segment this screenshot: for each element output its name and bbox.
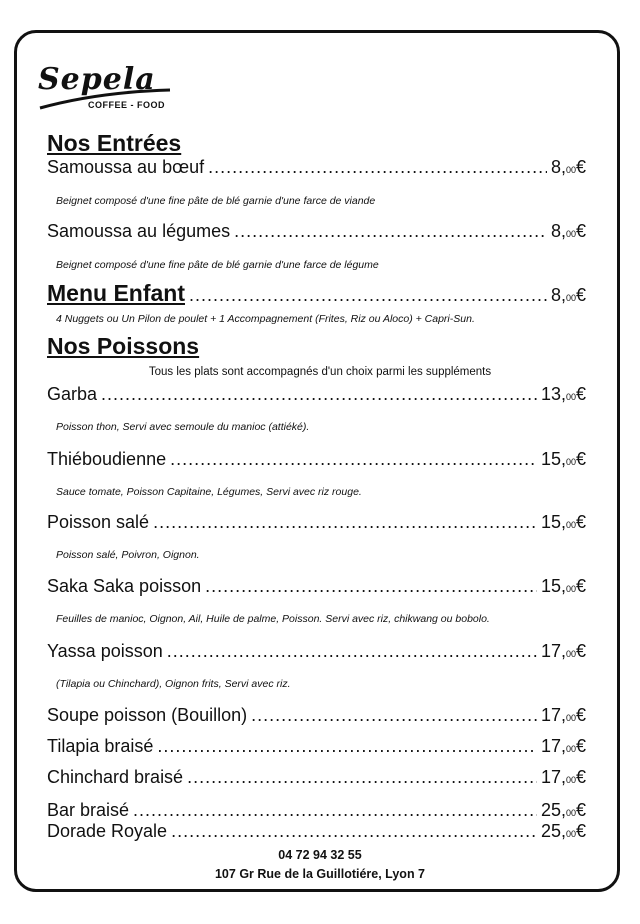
item-description: Feuilles de manioc, Oignon, Ail, Huile de palme, Poisson. Servi avec riz, chikwang ou bobolo. — [56, 613, 490, 625]
menu-item-thieboudienne: Thiéboudienne ..... 15,00€ — [47, 449, 586, 470]
menu-item-dorade: Dorade Royale ..... 25,00€ — [47, 821, 586, 842]
item-description: 4 Nuggets ou Un Pilon de poulet + 1 Accompagnement (Frites, Riz ou Aloco) + Capri-Sun. — [56, 313, 475, 325]
item-description: Poisson thon, Servi avec semoule du manioc (attiéké). — [56, 421, 310, 433]
menu-item-poisson-sale: Poisson salé ..... 15,00€ — [47, 512, 586, 533]
footer-phone: 04 72 94 32 55 — [278, 848, 362, 862]
section-title-poissons: Nos Poissons — [47, 333, 200, 359]
menu-item-garba: Garba ..... 13,00€ — [47, 384, 586, 405]
brand-logo — [38, 62, 178, 122]
menu-item-bar: Bar braisé ..... 25,00€ — [47, 800, 586, 821]
menu-item-chinchard: Chinchard braisé ..... 17,00€ — [47, 767, 586, 788]
section-note: Tous les plats sont accompagnés d'un choix parmi les suppléments — [148, 366, 492, 378]
item-description: (Tilapia ou Chinchard), Oignon frits, Servi avec riz. — [56, 678, 291, 690]
item-description: Beignet composé d'une fine pâte de blé garnie d'une farce de légume — [56, 259, 379, 271]
brand-name: Sepela — [38, 62, 156, 97]
item-description: Beignet composé d'une fine pâte de blé garnie d'une farce de viande — [56, 195, 376, 207]
menu-item-samoussa-boeuf: Samoussa au bœuf ..... 8,00€ — [47, 157, 586, 178]
footer-address: 107 Gr Rue de la Guillotiére, Lyon 7 — [214, 867, 426, 881]
menu-item-tilapia: Tilapia braisé ..... 17,00€ — [47, 736, 586, 757]
menu-item-soupe: Soupe poisson (Bouillon) ..... 17,00€ — [47, 705, 586, 726]
section-title-entrees: Nos Entrées — [47, 130, 182, 156]
menu-item-yassa: Yassa poisson ..... 17,00€ — [47, 641, 586, 662]
brand-subtitle: COFFEE - FOOD — [88, 100, 165, 110]
menu-item-saka-saka: Saka Saka poisson ..... 15,00€ — [47, 576, 586, 597]
item-description: Sauce tomate, Poisson Capitaine, Légumes, Servi avec riz rouge. — [56, 486, 362, 498]
menu-item-enfant: Menu Enfant ..... 8,00€ — [47, 280, 586, 307]
item-description: Poisson salé, Poivron, Oignon. — [56, 549, 200, 561]
section-title-enfant: Menu Enfant — [47, 280, 185, 306]
menu-item-samoussa-legumes: Samoussa au légumes ..... 8,00€ — [47, 221, 586, 242]
